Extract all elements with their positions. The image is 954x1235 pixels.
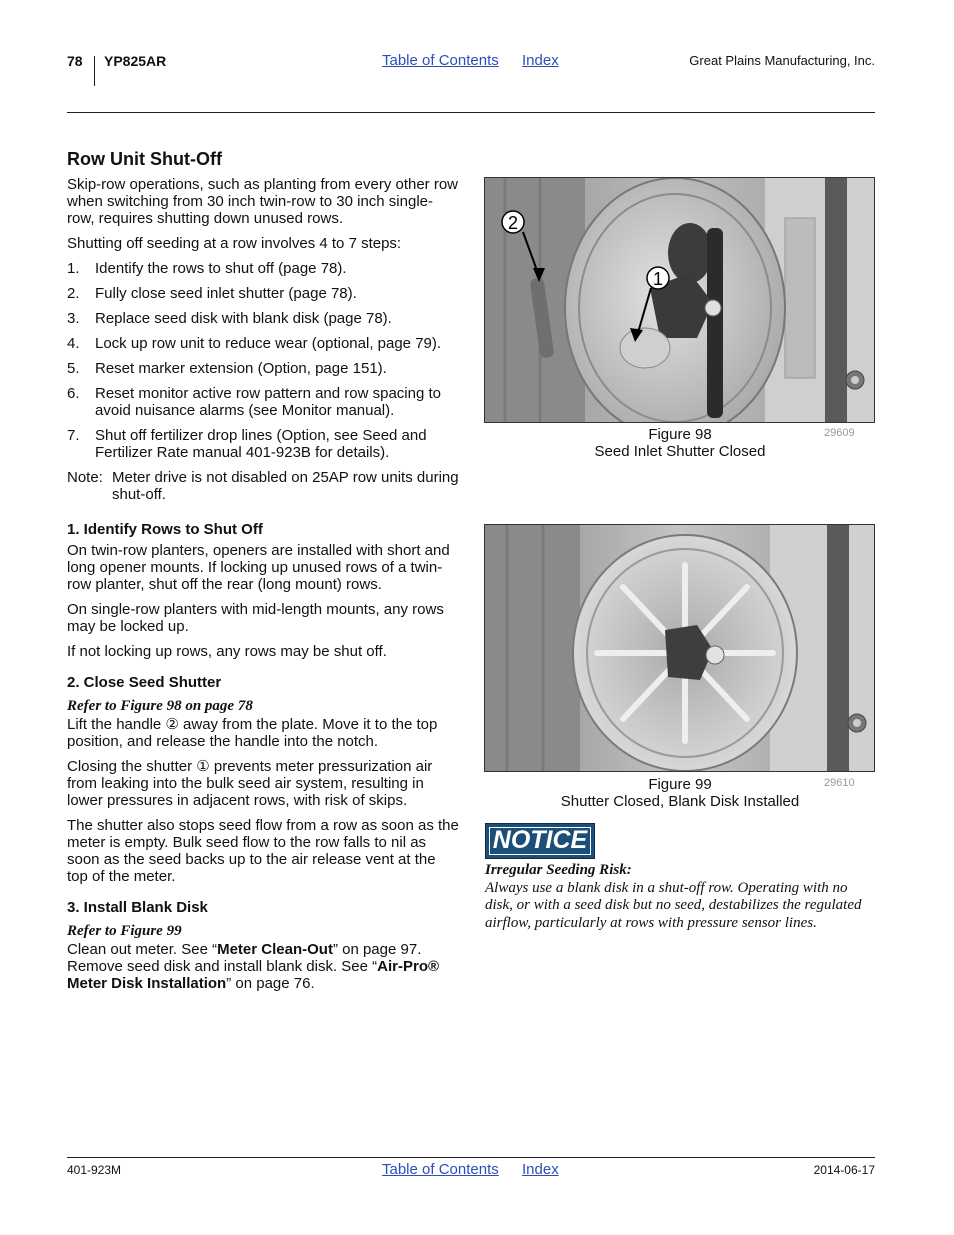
subsection-title-identify: 1. Identify Rows to Shut Off: [67, 521, 263, 538]
note: [67, 469, 459, 503]
notice-badge: [485, 823, 595, 859]
list-item: 3. Replace seed disk with blank disk (page 78).: [67, 310, 392, 327]
model-name: YP825AR: [104, 53, 167, 69]
figure-99-title: Shutter Closed, Blank Disk Installed: [560, 793, 800, 810]
figure-99-id: 29610: [824, 777, 855, 789]
figure-reference: Refer to Figure 99: [67, 923, 182, 939]
toc-link-top[interactable]: Table of Contents: [382, 52, 499, 69]
callout-2: 2: [507, 213, 519, 233]
document-number: 401-923M: [67, 1163, 122, 1177]
figure-98-id: 29609: [824, 427, 855, 439]
header-divider: [94, 56, 95, 86]
footer-rule: [67, 1157, 875, 1158]
xref-meter-clean-out[interactable]: Meter Clean-Out: [217, 941, 333, 958]
list-item: 7. Shut off fertilizer drop lines (Option, see Seed and Fertilizer Rate manual 401-923B for details).: [67, 427, 427, 461]
figure-99-caption: [485, 776, 875, 810]
subsection-title-blank-disk: 3. Install Blank Disk: [67, 899, 208, 916]
notice-title: Irregular Seeding Risk:: [485, 862, 632, 878]
figure-99-label: Figure 99: [648, 776, 712, 793]
notice-badge-label: NOTICE: [492, 826, 588, 854]
figure-98-title: Seed Inlet Shutter Closed: [594, 443, 766, 460]
paragraph: The shutter also stops seed flow from a row as soon as the meter is empty. Bulk seed flow to the row falls to nil as soon as the seed backs up to the air release vent at the top of the meter.: [67, 817, 459, 885]
toc-link-bottom[interactable]: Table of Contents: [382, 1161, 499, 1178]
list-item: 5. Reset marker extension (Option, page 151).: [67, 360, 387, 377]
paragraph: Clean out meter. See “Meter Clean-Out” on page 97. Remove seed disk and install blank disk. See “Air-Pro® Meter Disk Installation” on page 76.: [67, 941, 440, 992]
notice-body: Always use a blank disk in a shut-off row. Operating with no disk, or with a seed disk but no seed, destabilizes the regulated airflow, particularly at rows with pressure sensor lines.: [485, 879, 862, 931]
section-title: Row Unit Shut-Off: [67, 149, 222, 169]
figure-98-caption: [485, 426, 875, 460]
note-label: Note:: [67, 469, 103, 486]
list-item: 4. Lock up row unit to reduce wear (optional, page 79).: [67, 335, 442, 352]
figure-98-photo: [484, 177, 875, 423]
intro-paragraph: Skip-row operations, such as planting from every other row when switching from 30 inch twin-row to 30 inch single-row, requires shutting down unused rows.: [67, 176, 459, 227]
intro-steps-lead: Shutting off seeding at a row involves 4 to 7 steps:: [67, 235, 402, 252]
notice-block: [485, 862, 877, 932]
paragraph: On twin-row planters, openers are installed with short and long opener mounts. If locking up unused rows of a twin-row planter, shut off the rear (long mount) rows.: [67, 542, 450, 593]
header-rule: [67, 112, 875, 113]
list-item: 1. Identify the rows to shut off (page 78).: [67, 260, 347, 277]
xref-disk-installation[interactable]: Air-Pro® Meter Disk Installation: [67, 958, 440, 992]
subsection-title-close-shutter: 2. Close Seed Shutter: [67, 674, 222, 691]
figure-reference: Refer to Figure 98 on page 78: [67, 698, 253, 714]
index-link-top[interactable]: Index: [522, 52, 559, 69]
callout-1: 1: [652, 269, 664, 289]
list-item: 6. Reset monitor active row pattern and row spacing to avoid nuisance alarms (see Monitor manual).: [67, 385, 442, 419]
steps-list: [67, 260, 459, 461]
index-link-bottom[interactable]: Index: [522, 1161, 559, 1178]
page-number: 78: [67, 53, 83, 69]
list-item: 2. Fully close seed inlet shutter (page 78).: [67, 285, 357, 302]
figure-98-label: Figure 98: [648, 426, 712, 443]
publication-date: 2014-06-17: [813, 1163, 875, 1177]
figure-99-photo: [484, 524, 875, 772]
paragraph: Closing the shutter ① prevents meter pressurization air from leaking into the bulk seed air system, resulting in lower pressures in adjacent rows, with risk of skips.: [67, 758, 433, 809]
left-column: [67, 148, 459, 1000]
paragraph: On single-row planters with mid-length mounts, any rows may be locked up.: [67, 601, 444, 635]
paragraph: Lift the handle ② away from the plate. Move it to the top position, and release the handle into the notch.: [67, 716, 438, 750]
paragraph: If not locking up rows, any rows may be shut off.: [67, 643, 387, 660]
note-text: Meter drive is not disabled on 25AP row units during shut-off.: [112, 469, 459, 503]
company-name: Great Plains Manufacturing, Inc.: [689, 53, 875, 68]
